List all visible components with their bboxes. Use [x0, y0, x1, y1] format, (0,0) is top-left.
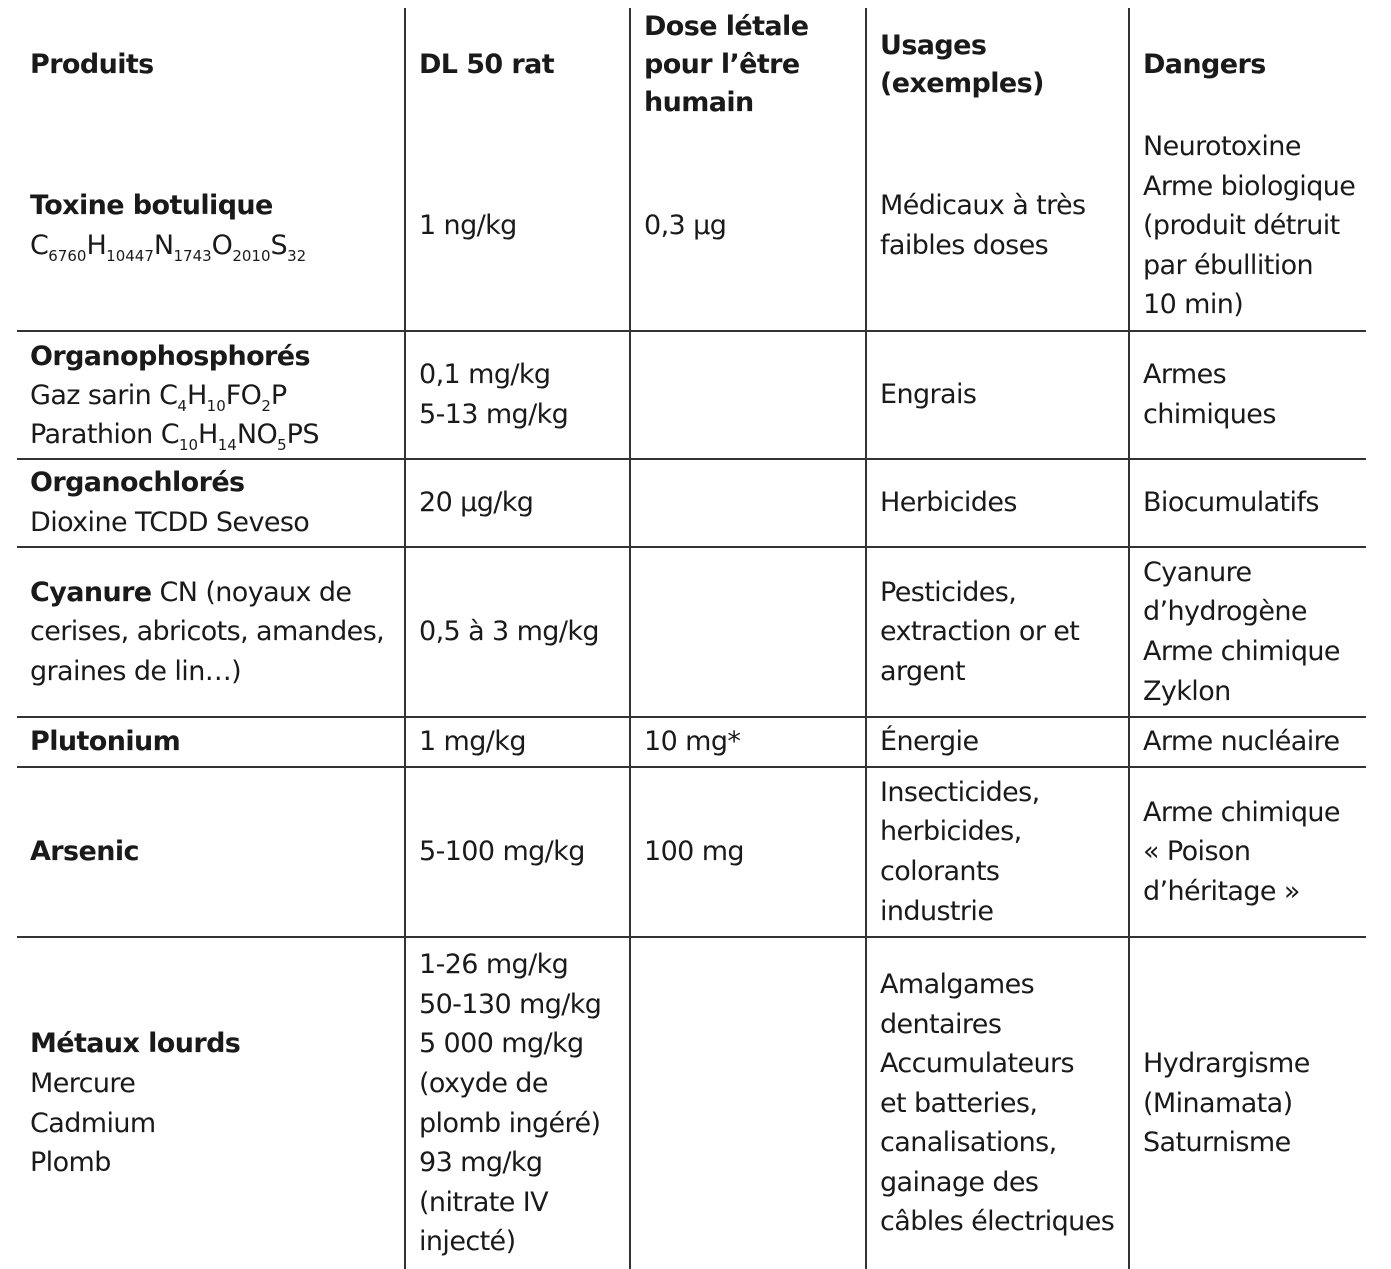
table-row [17, 459, 1366, 547]
danger-line: Arme biologique [1143, 170, 1356, 202]
usage-line: câbles électriques [880, 1206, 1115, 1238]
cell-dangers [1129, 122, 1366, 331]
usage-line: Insecticides, [880, 776, 1040, 808]
formula-subscript: 2010 [232, 247, 271, 265]
product-name: Organochlorés [30, 467, 245, 499]
header-products: Produits [30, 49, 154, 80]
table-row [17, 717, 1366, 767]
danger-line: (Minamata) [1143, 1087, 1293, 1119]
header-human-dose: Dose létale pour l’être humain [630, 8, 866, 122]
formula-element: O [211, 230, 233, 261]
product-name: Arsenic [30, 836, 139, 868]
danger-line: Armes [1143, 359, 1227, 391]
usage-line: herbicides, [880, 816, 1022, 848]
table-row [17, 122, 1366, 331]
usage-line: extraction or et [880, 616, 1080, 648]
dl50-value: 20 µg/kg [419, 487, 534, 519]
danger-line: Biocumulatifs [1143, 487, 1319, 519]
danger-line: Arme nucléaire [1143, 726, 1340, 758]
dl50-value: (oxyde de [419, 1067, 548, 1099]
formula-subscript: 2 [261, 396, 271, 415]
formula-subscript: 10 [178, 435, 199, 454]
usage-line: Herbicides [880, 487, 1017, 519]
formula-subscript: 4 [177, 396, 187, 415]
formula-subscript: 10447 [106, 247, 154, 265]
usage-line: argent [880, 655, 966, 687]
cell-usages [866, 547, 1129, 717]
usage-line: dentaires [880, 1008, 1002, 1040]
dl50-value: 5 000 mg/kg [419, 1028, 584, 1060]
cell-product [17, 767, 405, 937]
cell-dl50 [405, 331, 630, 459]
product-subline: Cadmium [30, 1107, 156, 1139]
formula-subscript: 14 [217, 435, 237, 454]
product-name: Cyanure [30, 576, 152, 608]
product-subline: Mercure [30, 1067, 136, 1099]
cell-product [17, 717, 405, 767]
usage-line: canalisations, [880, 1127, 1057, 1159]
cell-product [17, 937, 405, 1269]
product-formula [30, 226, 392, 266]
dl50-value: 5-13 mg/kg [419, 399, 569, 430]
table-body [17, 122, 1366, 1269]
danger-line: Hydrargisme [1143, 1048, 1310, 1080]
product-subline [30, 376, 392, 415]
cell-human-dose [630, 937, 866, 1269]
dl50-value: plomb ingéré) [419, 1107, 601, 1139]
formula-element: S [270, 230, 288, 261]
danger-line: (produit détruit [1143, 210, 1340, 242]
formula-subscript: 1743 [173, 247, 212, 265]
dl50-value: 1 ng/kg [419, 210, 517, 242]
cell-dl50 [405, 767, 630, 937]
danger-line: Neurotoxine [1143, 131, 1301, 163]
formula-element: C [160, 418, 179, 450]
table-row [17, 547, 1366, 717]
product-subline: graines de lin…) [30, 655, 242, 687]
product-subline: Dioxine TCDD Seveso [30, 507, 310, 538]
formula-element: PS [286, 418, 319, 450]
dl50-value: injecté) [419, 1226, 516, 1258]
cell-usages [866, 717, 1129, 767]
dl50-value: 0,5 à 3 mg/kg [419, 616, 599, 648]
table-row [17, 331, 1366, 459]
danger-line: Zyklon [1143, 675, 1231, 707]
dl50-value: 93 mg/kg [419, 1147, 543, 1179]
formula-element: NO [236, 418, 278, 450]
toxicity-table [17, 8, 1366, 1269]
usage-line: colorants [880, 856, 1000, 887]
header-dl50: DL 50 rat [405, 8, 630, 122]
cell-product [17, 547, 405, 717]
usage-line: Énergie [880, 726, 979, 758]
formula-element: P [270, 379, 287, 411]
cell-usages [866, 937, 1129, 1269]
formula-element: FO [225, 379, 262, 411]
product-subline-label: Parathion [30, 418, 161, 450]
cell-dangers [1129, 547, 1366, 717]
product-name-suffix: CN (noyaux de [151, 576, 352, 608]
dl50-value: (nitrate IV [419, 1186, 548, 1218]
danger-line: Saturnisme [1143, 1127, 1291, 1159]
usage-line: Pesticides, [880, 576, 1017, 608]
cell-usages [866, 767, 1129, 937]
danger-line: chimiques [1143, 399, 1276, 430]
usage-line: Accumulateurs [880, 1048, 1074, 1080]
danger-line: 10 min) [1143, 289, 1244, 321]
usage-line: Médicaux à très [880, 190, 1086, 222]
cell-human-dose: 100 mg [630, 767, 866, 937]
formula-subscript: 10 [206, 396, 226, 415]
cell-dl50 [405, 717, 630, 767]
formula-element: C [30, 230, 49, 261]
danger-line: par ébullition [1143, 249, 1314, 281]
cell-dangers [1129, 937, 1366, 1269]
cell-product [17, 331, 405, 459]
product-subline [30, 415, 392, 454]
formula-subscript: 32 [287, 247, 307, 265]
cell-usages [866, 459, 1129, 547]
product-subline: Plomb [30, 1147, 111, 1179]
formula-element: C [159, 379, 178, 411]
formula-subscript: 5 [277, 435, 287, 454]
danger-line: Cyanure [1143, 556, 1252, 588]
danger-line: Arme chimique [1143, 796, 1340, 828]
usage-line: faibles doses [880, 230, 1049, 261]
usage-line: industrie [880, 895, 994, 927]
dl50-value: 1 mg/kg [419, 726, 526, 758]
danger-line: « Poison [1143, 836, 1251, 868]
dl50-value: 0,1 mg/kg [419, 359, 551, 391]
formula-subscript: 6760 [48, 247, 87, 265]
usage-line: Amalgames [880, 968, 1035, 1000]
dl50-value: 1-26 mg/kg [419, 949, 569, 981]
product-line [30, 573, 392, 613]
dl50-value: 5-100 mg/kg [419, 836, 585, 868]
usage-line: gainage des [880, 1166, 1039, 1198]
cell-product [17, 122, 405, 331]
cell-dl50 [405, 122, 630, 331]
formula-element: H [186, 379, 207, 411]
cell-dangers [1129, 717, 1366, 767]
product-subline: cerises, abricots, amandes, [30, 616, 385, 648]
cell-dl50 [405, 937, 630, 1269]
header-row [17, 8, 1366, 122]
danger-line: d’hydrogène [1143, 596, 1307, 628]
cell-dangers [1129, 459, 1366, 547]
cell-human-dose: 0,3 µg [630, 122, 866, 331]
product-name: Métaux lourds [30, 1028, 241, 1060]
cell-usages [866, 331, 1129, 459]
cell-human-dose [630, 547, 866, 717]
cell-product [17, 459, 405, 547]
danger-line: Arme chimique [1143, 636, 1340, 667]
cell-usages [866, 122, 1129, 331]
cell-dl50 [405, 547, 630, 717]
cell-dangers [1129, 331, 1366, 459]
dl50-value: 50-130 mg/kg [419, 988, 602, 1020]
product-name: Toxine botulique [30, 190, 273, 222]
formula-element: N [153, 230, 174, 261]
cell-dangers [1129, 767, 1366, 937]
usage-line: Engrais [880, 379, 977, 411]
product-name: Plutonium [30, 726, 181, 758]
table-row [17, 937, 1366, 1269]
usage-line: et batteries, [880, 1087, 1038, 1119]
cell-human-dose: 10 mg* [630, 717, 866, 767]
cell-human-dose [630, 459, 866, 547]
formula-element: H [86, 230, 107, 261]
header-dangers: Dangers [1129, 8, 1366, 122]
cell-dl50 [405, 459, 630, 547]
formula-element: H [198, 418, 218, 450]
product-subline-label: Gaz sarin [30, 379, 160, 411]
danger-line: d’héritage » [1143, 875, 1300, 907]
cell-human-dose [630, 331, 866, 459]
header-usages: Usages (exemples) [866, 8, 1129, 122]
product-name: Organophosphorés [30, 340, 310, 372]
table-row [17, 767, 1366, 937]
